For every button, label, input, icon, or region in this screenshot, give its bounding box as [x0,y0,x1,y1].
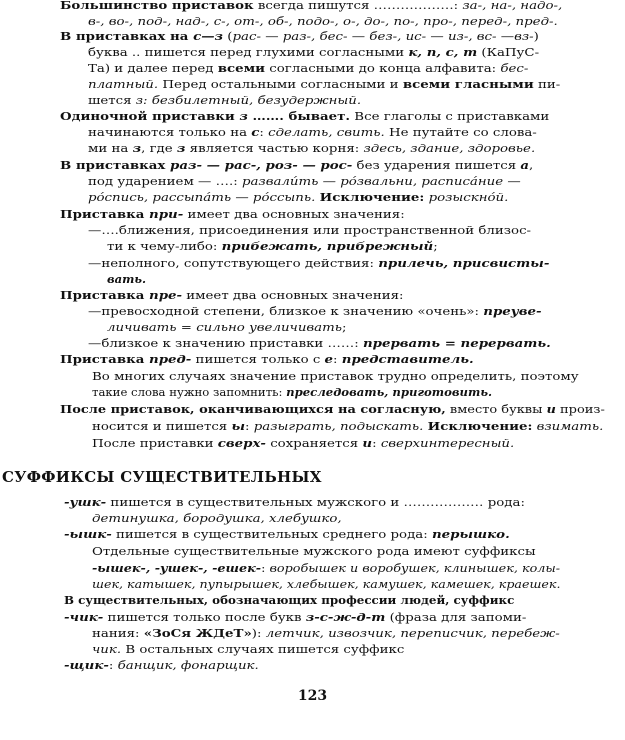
text-line: ми на з, где з является частью корня: здесь, здание, здоровье. [88,141,536,155]
text-line: Та) и далее перед всеми согласными до конца алфавита: бес- [88,61,529,75]
text-line: Приставка при- имеет два основных значения: [60,207,405,221]
text-line: -ышек-, -ушек-, -ешек-: воробышек и воробушек, клинышек, колы- [92,561,561,575]
text-line: под ударением — ….: развали́ть — ро́звальни, расписа́ние — [88,174,521,188]
text-line: Во многих случаях значение приставок трудно определить, поэтому [92,369,579,383]
text-line: Отдельные существительные мужского рода имеют суффиксы [92,544,536,558]
text-line: чик. В остальных случаях пишется суффикс [92,642,405,656]
text-line: шется з: безбилетный, безудержный. [88,93,362,107]
text-line: такие слова нужно запомнить: преследовать, приготовить. [92,385,493,399]
text-line: носится и пишется ы: разыграть, подыскать. Исключение: взимать. [92,419,604,433]
text-line: нания: «ЗоСя ЖДеТ»): летчик, извозчик, переписчик, перебеж- [92,626,560,640]
text-line: начинаются только на с: сделать, свить. Не путайте со слова- [88,125,537,139]
text-line: В приставках раз- — рас-, роз- — рос- без ударения пишется а, [60,158,534,172]
text-line: ти к чему-либо: прибежать, прибрежный; [107,239,438,253]
text-line: Приставка пред- пишется только с е: представитель. [60,352,474,366]
text-line: -чик- пишется только после букв з-с-ж-д-т (фраза для запоми- [64,610,527,624]
text-line: —неполного, сопутствующего действия: прилечь, присвисты- [88,256,550,270]
text-line: -ушк- пишется в существительных мужского и ……………… рода: [64,495,525,509]
text-line: вать. [107,272,147,286]
text-line: В приставках на с—з (рас- — раз-, бес- — без-, ис- — из-, вс- —вз-) [60,29,539,43]
text-line: В существительных, обозначающих профессии людей, суффикс [64,593,515,607]
text-line: -ышк- пишется в существительных среднего рода: перышко. [64,527,510,541]
text-line: Приставка пре- имеет два основных значения: [60,288,404,302]
text-line: После приставки сверх- сохраняется и: сверхинтересный. [92,436,515,450]
text-line: -щик-: банщик, фонарщик. [64,658,259,672]
text-line: платный. Перед остальными согласными и всеми гласными пи- [88,77,561,91]
text-line: —….ближения, присоединения или пространственной близос- [88,223,532,237]
text-line: ро́спись, рассыпа́ть — ро́ссыпь. Исключение: розыскно́й. [88,190,509,204]
text-line: —близкое к значению приставки ……: прервать = перервать. [88,336,551,350]
text-line: Большинство приставок всегда пишутся ………………: за-, на-, надо-, [60,0,563,12]
text-line: —превосходной степени, близкое к значению «очень»: преуве- [88,304,542,318]
page-number: 123 [297,688,328,704]
text-line: детинушка, бородушка, хлебушко, [92,511,342,525]
text-line: буква .. пишется перед глухими согласными к, п, с, т (КаПуС- [88,45,540,59]
text-line: в-, во-, под-, над-, с-, от-, об-, подо-, о-, до-, по-, про-, перед-, пред-. [88,14,558,28]
text-line: После приставок, оканчивающихся на согласную, вместо буквы и произ- [60,402,605,416]
section-heading-noun-suffixes: СУФФИКСЫ СУЩЕСТВИТЕЛЬНЫХ [2,468,322,486]
text-line: шек, катышек, пупырышек, хлебышек, камушек, камешек, краешек. [92,577,561,591]
text-line: Одиночной приставки з ……. бывает. Все глаголы с приставками [60,109,550,123]
text-line: личивать = сильно увеличивать; [107,320,347,334]
